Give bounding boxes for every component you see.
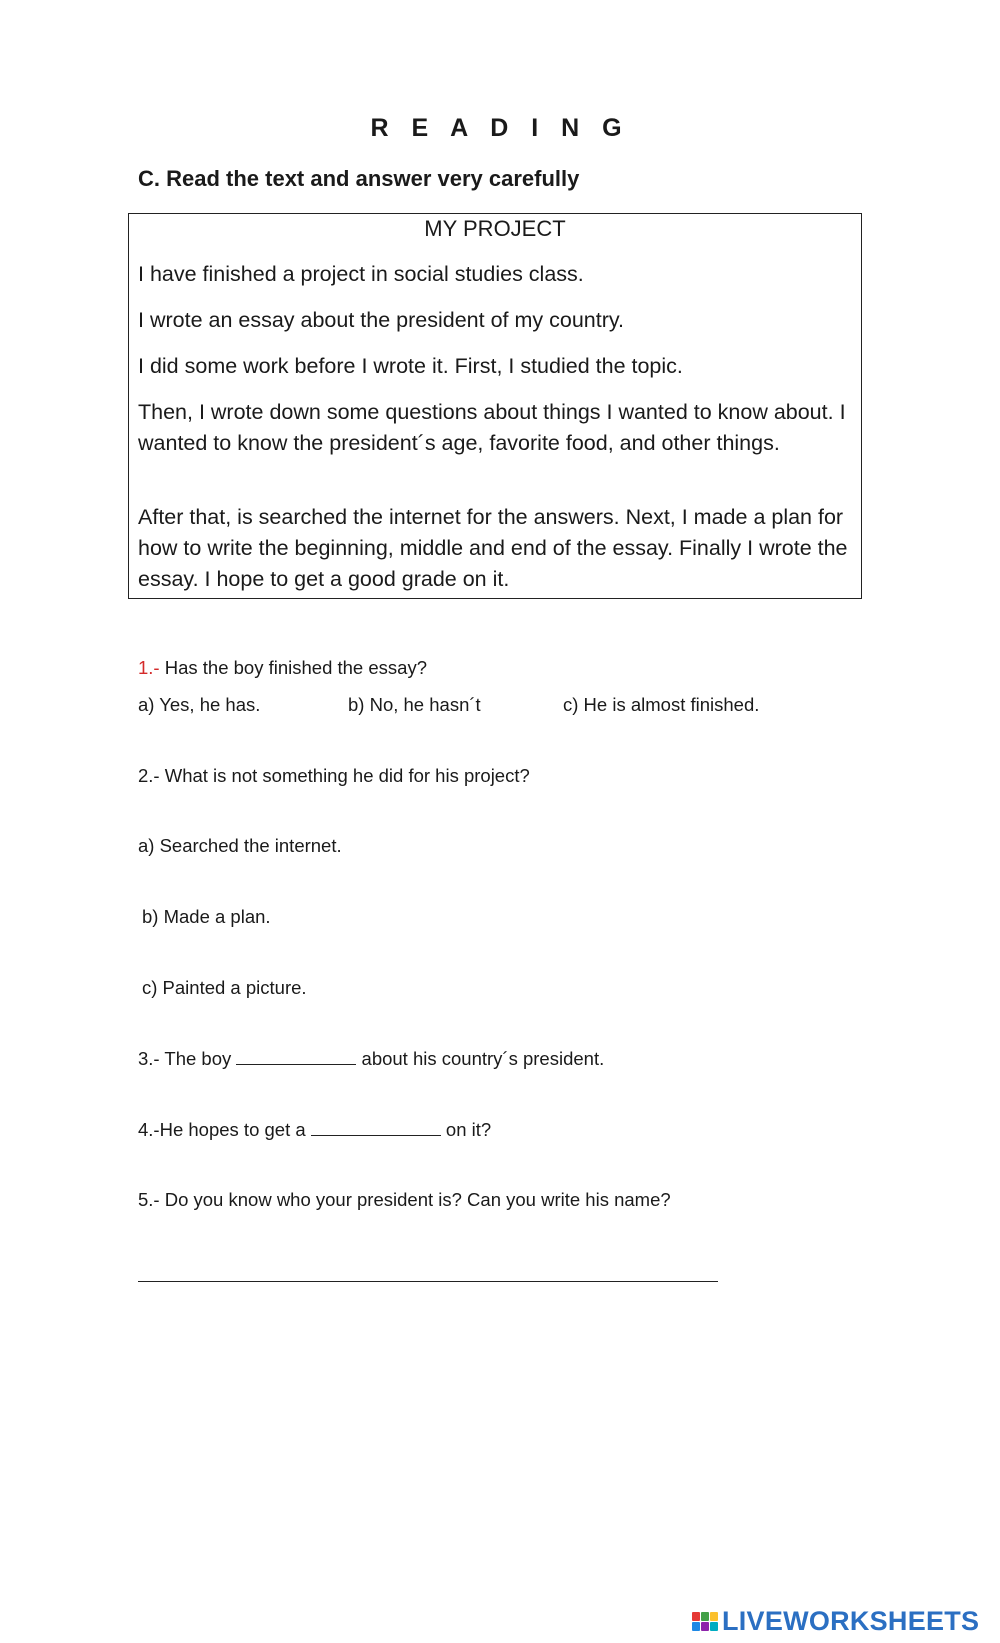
question-2-option-c[interactable]: c) Painted a picture.	[142, 977, 307, 998]
question-1-option-a[interactable]: a) Yes, he has.	[138, 694, 261, 715]
passage-title: MY PROJECT	[424, 216, 566, 241]
passage-paragraph: I did some work before I wrote it. First, I studied the topic.	[138, 354, 683, 378]
passage-paragraph: I wrote an essay about the president of my country.	[138, 308, 624, 332]
question-1-option-c[interactable]: c) He is almost finished.	[563, 694, 760, 715]
question-5-answer-line[interactable]	[138, 1281, 718, 1282]
page-title: R E A D I N G	[370, 114, 630, 142]
question-3-after: about his country´s president.	[361, 1048, 605, 1069]
logo-mark-icon	[692, 1612, 718, 1631]
question-2: 2.- What is not something he did for his project?	[138, 765, 530, 786]
question-1	[138, 657, 427, 679]
passage-paragraph: Then, I wrote down some questions about things I wanted to know about. I wanted to know the president´s age, favorite food, and other things.	[138, 400, 846, 455]
question-4-before: 4.-He hopes to get a	[138, 1119, 306, 1140]
question-2-option-a[interactable]: a) Searched the internet.	[138, 835, 342, 856]
passage-paragraph: I have finished a project in social studies class.	[138, 262, 584, 286]
question-1-text: Has the boy finished the essay?	[164, 657, 427, 678]
question-3	[138, 1047, 604, 1070]
question-5: 5.- Do you know who your president is? Can you write his name?	[138, 1189, 671, 1210]
question-4-blank[interactable]	[311, 1118, 441, 1136]
liveworksheets-logo	[692, 1606, 979, 1636]
logo-text: LIVEWORKSHEETS	[722, 1605, 980, 1636]
question-2-option-b[interactable]: b) Made a plan.	[142, 906, 271, 927]
passage-paragraph: After that, is searched the internet for the answers. Next, I made a plan for how to write the beginning, middle and end of the essay. Finally I wrote the essay. I hope to get a good grade on it.	[138, 505, 848, 591]
question-3-before: 3.- The boy	[138, 1048, 232, 1069]
question-1-option-b[interactable]: b) No, he hasn´t	[348, 694, 481, 715]
question-1-number: 1.-	[138, 657, 160, 678]
question-3-blank[interactable]	[236, 1047, 356, 1065]
instruction: C. Read the text and answer very carefully	[138, 166, 580, 191]
question-4-after: on it?	[445, 1119, 492, 1140]
question-4	[138, 1118, 491, 1141]
